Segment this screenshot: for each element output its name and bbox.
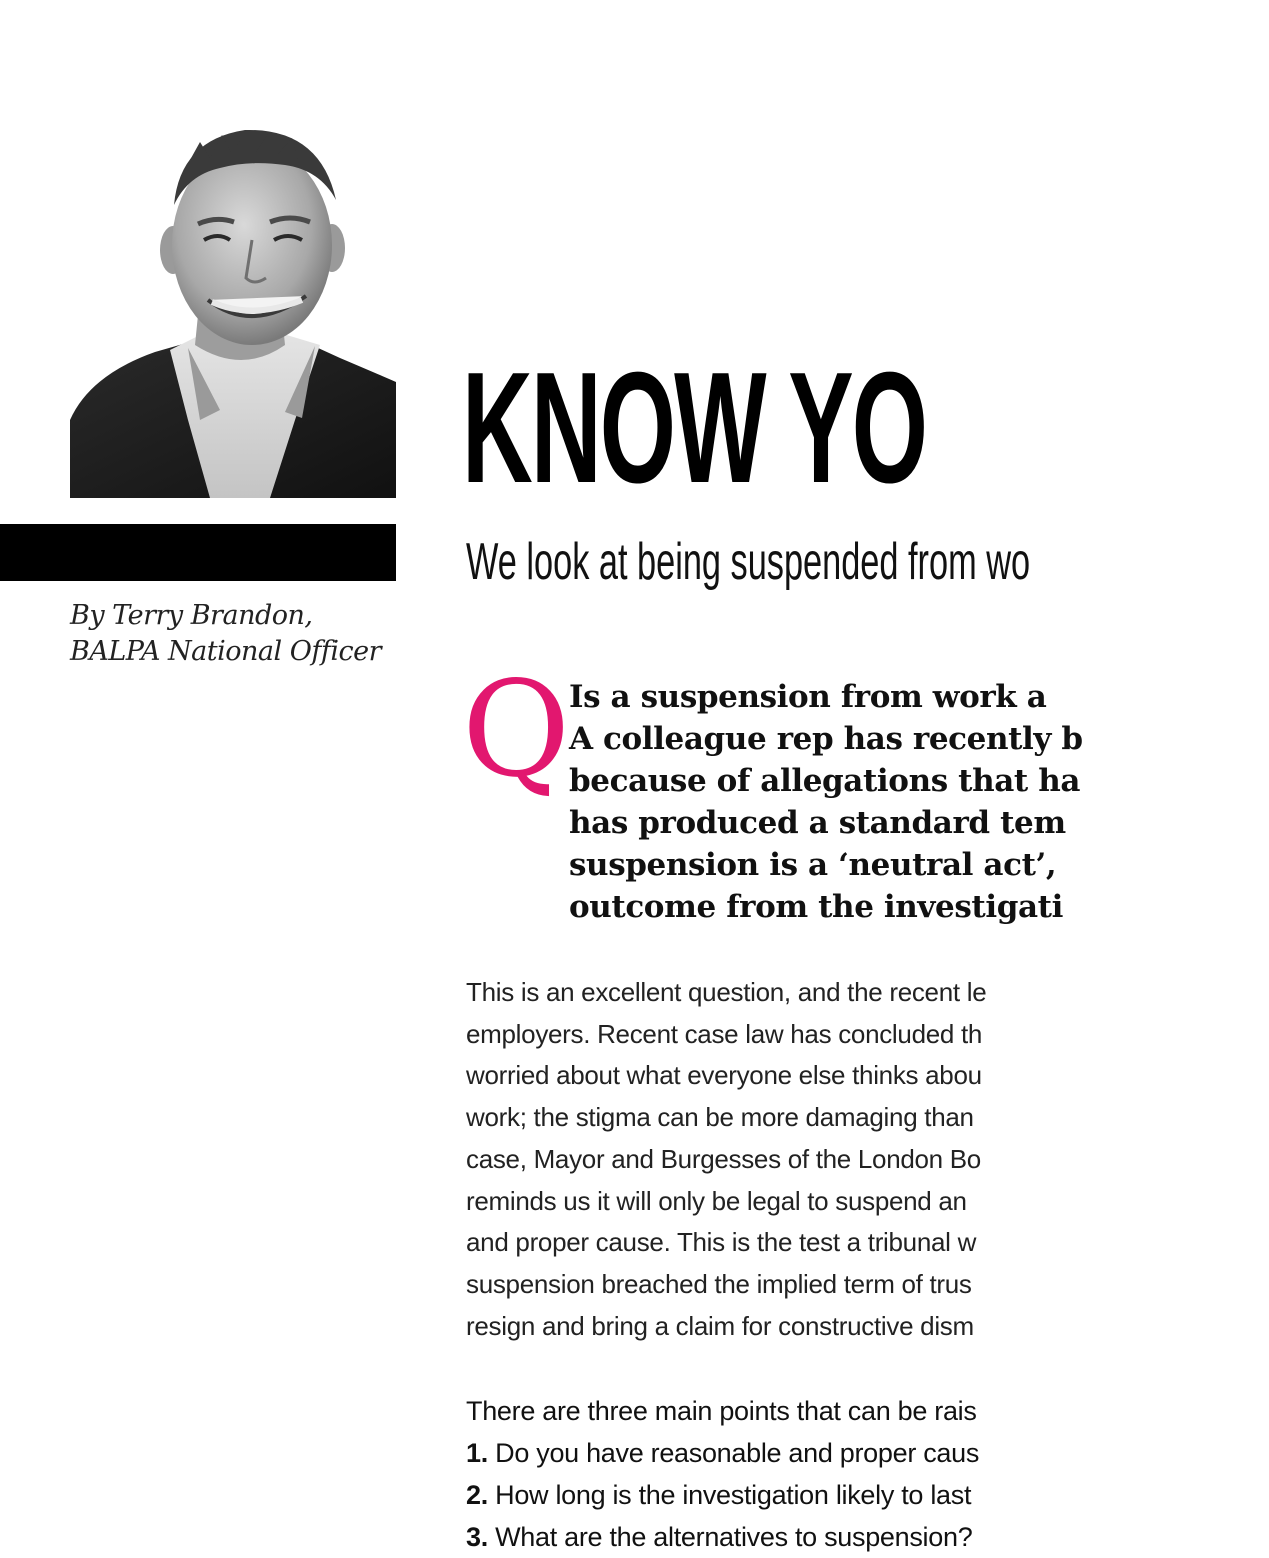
answer-line: employers. Recent case law has concluded th [466,1018,983,1049]
question-text [569,676,1269,928]
question-line: has produced a standard tem [569,805,1066,841]
point-text: What are the alternatives to suspension? [495,1522,973,1552]
byline-author: By Terry Brandon, [70,600,313,631]
main-points [466,1390,1226,1558]
question-line: because of allegations that ha [569,763,1081,799]
point-item [466,1432,1226,1474]
headline: KNOW YO [462,340,927,516]
points-intro: There are three main points that can be rais [466,1396,977,1426]
answer-line: resign and bring a claim for constructive dism [466,1310,974,1341]
question-line: Is a suspension from work a [569,679,1047,715]
answer-paragraph [466,972,1226,1347]
byline-role: BALPA National Officer [70,636,381,667]
answer-line: worried about what everyone else thinks abou [466,1060,982,1091]
subheadline: We look at being suspended from wo [466,533,1031,591]
question-line: suspension is a ‘neutral act’, [569,847,1057,883]
point-item [466,1474,1226,1516]
point-item [466,1516,1226,1558]
question-line: outcome from the investigati [569,889,1063,925]
answer-line: suspension breached the implied term of trus [466,1268,972,1299]
byline-bar [0,524,396,581]
point-number: 2. [466,1480,488,1510]
answer-line: case, Mayor and Burgesses of the London Bo [466,1143,981,1174]
point-number: 3. [466,1522,488,1552]
author-photo [70,120,396,498]
point-text: Do you have reasonable and proper caus [495,1438,980,1468]
question-line: A colleague rep has recently b [569,721,1083,757]
point-text: How long is the investigation likely to last [495,1480,972,1510]
answer-line: reminds us it will only be legal to suspend an [466,1185,967,1216]
point-number: 1. [466,1438,488,1468]
answer-line: This is an excellent question, and the recent le [466,977,987,1007]
answer-line: and proper cause. This is the test a tribunal w [466,1227,977,1258]
question-marker: Q [462,653,571,807]
answer-line: work; the stigma can be more damaging than [466,1102,974,1133]
byline [70,598,410,670]
